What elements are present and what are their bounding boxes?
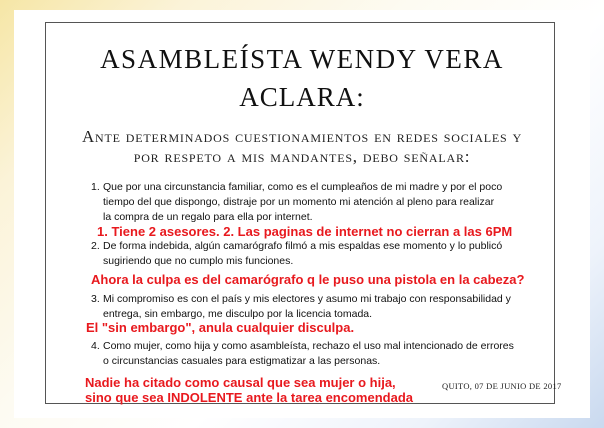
annotation-note-2: Ahora la culpa es del camarógrafo q le puso una pistola en la cabeza? <box>91 272 525 287</box>
title-line-1: ASAMBLEÍSTA WENDY VERA <box>100 44 504 74</box>
item-number: 1. <box>91 181 100 193</box>
item-line: sugiriendo que no cumplo mis funciones. <box>103 255 294 267</box>
item-number: 4. <box>91 340 100 352</box>
annotation-note-4-line-1: Nadie ha citado como causal que sea mujer o hija, <box>85 375 396 390</box>
item-number: 3. <box>91 293 100 305</box>
title-line-2: ACLARA: <box>239 82 365 112</box>
item-line: o circunstancias casuales para estigmatizar a las personas. <box>103 355 381 367</box>
item-line: tiempo del que dispongo, distraje por un momento mi atención al pleno para realizar <box>103 196 495 208</box>
item-number: 2. <box>91 240 100 252</box>
annotation-note-3: El "sin embargo", anula cualquier disculpa. <box>86 320 355 335</box>
item-line: Mi compromiso es con el país y mis electores y asumo mi trabajo con responsabilidad y <box>103 293 511 305</box>
intro-line-2: por respeto a mis mandantes, debo señalar: <box>133 147 471 166</box>
statement-item-3 <box>91 292 551 322</box>
item-line: De forma indebida, algún camarógrafo filmó a mis espaldas ese momento y lo publicó <box>103 240 503 252</box>
item-line: la compra de un regalo para ella por internet. <box>103 211 313 223</box>
date-line: QUITO, 07 DE JUNIO DE 2017 <box>442 381 562 391</box>
statement-card <box>14 10 590 418</box>
annotation-note-1: 1. Tiene 2 asesores. 2. Las paginas de internet no cierran a las 6PM <box>97 224 513 239</box>
statement-item-4 <box>91 339 551 369</box>
item-line: Que por una circunstancia familiar, como es el cumpleaños de mi madre y por el poco <box>103 181 503 193</box>
intro-line-1: Ante determinados cuestionamientos en redes sociales y <box>81 127 523 146</box>
item-line: entrega, sin embargo, me disculpo por la licencia tomada. <box>103 308 373 320</box>
annotation-note-4-line-2: sino que sea INDOLENTE ante la tarea encomendada <box>85 390 413 405</box>
statement-item-1 <box>91 180 551 225</box>
item-line: Como mujer, como hija y como asambleísta, rechazo el uso mal intencionado de errores <box>103 340 514 352</box>
statement-item-2 <box>91 239 551 269</box>
